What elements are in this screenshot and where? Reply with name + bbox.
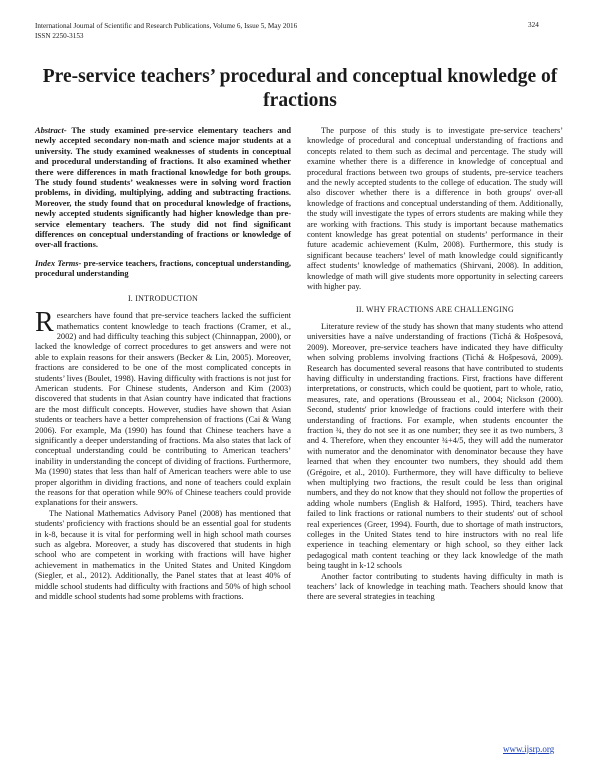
- abstract: [35, 126, 291, 251]
- challenges-paragraph-1: Literature review of the study has shown that many students who attend universities have a naïve understanding of fractions (Tichá & Hošpesová, 2009). Moreover, pre-service teachers have indicated they have difficulty when solving problems involving fractions (Tichá & Hošpesová, 2009). Research has documented several reasons that have contributed to students having difficulty in understanding fractions. First, fractions have different interpretations, or constructs, which could be quotient, part to whole, ratio, measures, rate, and operations (Brousseau et al., 2004; Nickson (2000). Second, students' prior knowledge of fractions could interfere with their understanding of fractions. For example, when students encounter the fraction ¾, they do not see it as one number; they see it as two numbers, 3 and 4. Therefore, when they encounter ¾+4/5, they will add the numerator with numerator and the denominator with denominator because they have learned that when they encounter two numbers, they should add them (Grégoire, et al., 2010). Furthermore, they will have difficulty to believe when multiplying two fractions, the result could be less than original numbers, and they do not know that they should not follow the properties of adding whole numbers (English & Halford, 1995). Third, teachers have failed to link fractions or rational numbers to their students' out of school real experiences (Greer, 1994). Fourth, due to shortage of math instructors, colleges in the United States tend to hire instructors with no real life experience in teaching elementary or high school, so they either lack pedagogical math content teaching or they lack knowledge of the math being taught in k-12 schools: [307, 321, 563, 571]
- index-terms: [35, 259, 291, 280]
- journal-website-link[interactable]: www.ijsrp.org: [503, 744, 555, 754]
- index-terms-label: Index Terms-: [35, 258, 82, 268]
- running-header: [35, 21, 297, 41]
- index-terms-text: pre-service teachers, fractions, conceptual understanding, procedural understanding: [35, 258, 291, 279]
- challenges-paragraph-2: Another factor contributing to students having difficulty in math is teachers’ lack of knowledge in teaching math. Teachers should know that there are several strategies in teaching: [307, 571, 563, 602]
- left-column: [35, 126, 291, 602]
- intro-paragraph-1: [35, 307, 291, 509]
- purpose-paragraph: The purpose of this study is to investigate pre-service teachers’ knowledge of procedural and conceptual understanding of fractions and concepts related to them such as decimal and percentage. The study will examine whether there is a difference in knowledge of conceptual and procedural fractions between two groups of students, pre-service teachers and the newly accepted students to the college of education. The study will also discover whether there is a difference in both groups' over-all knowledge of fractions and conceptual understanding of them. Additionally, the study will investigate the types of errors students are making while they are working with fractions. This study is important because mathematics content knowledge has great potential on students’ performance in their future academic achievement (Kulm, 2008). Furthermore, this study is significant because teachers’ level of math knowledge could significantly affect students’ knowledge of mathematics (Shirvani, 2008). In addition, knowledge of math will give students more opportunity in selecting careers with higher pay.: [307, 126, 563, 292]
- intro-paragraph-1-text: esearchers have found that pre-service teachers lacked the sufficient mathematics content knowledge to teach fractions (Cramer, et al., 2002) and had difficulty teaching this subject (Chinnappan, 2000), or lacked the knowledge of correct procedures to get answers and were not able to explain reasons for their answers (Becker & Lin, 2005). Moreover, fractions are considered to be one of the most complicated concepts in students’ lives (Boulet, 1998). Having difficulty with fractions is not just for American students. For Chinese students, Anderson and Kim (2003) discovered that students in that Asian country have indicated that fractions are the most difficult concepts. However, studies have shown that Asian students or teachers have a better comprehension of fractions (Cai & Wang 2006). For example, Ma (1990) has found that Chinese teachers have a significantly a deeper understanding of fractions. Ma also states that lack of conceptual understanding could be contributing to American teachers’ inability in understanding the concept of dividing of fractions. Furthermore, Ma (1990) states that less than half of American teachers were able to use proper algorithm in dividing fractions, and none of teachers could explain the reasons for that operation while 90% of Chinese teachers could provide explanations for their answers.: [35, 311, 291, 508]
- paper-title: Pre-service teachers’ procedural and conceptual knowledge of fractions: [42, 66, 558, 111]
- intro-paragraph-2: The National Mathematics Advisory Panel (2008) has mentioned that students' proficiency with fractions should be an essential goal for students in k-8, because it is vital for performing well in high school math courses such as algebra. Moreover, a study has discovered that students in high school who are competent in working with fractions will have higher achievement in mathematics in the United States and United Kingdom (Siegler, et al., 2012). Additionally, the Panel states that at least 40% of middle school students had difficulty with fractions and 50% of high school and middle school students had some problems with fractions.: [35, 508, 291, 602]
- issn: ISSN 2250-3153: [35, 32, 84, 40]
- section-heading-introduction: I. INTRODUCTION: [127, 293, 199, 303]
- abstract-text: The study examined pre-service elementary teachers and newly accepted secondary non-math and science major students at a university. The study examined weaknesses of students in conceptual and procedural understanding of fractions. It also examined whether there were differences in math fractional knowledge for both groups. The study found students’ weaknesses were in solving word fraction problems, in dividing, multiplying, adding and subtracting fractions. Moreover, the study found that on procedural knowledge of fractions, newly accepted students significantly had higher knowledge than pre-service elementary teachers. The study did not find significant differences on conceptual understanding of fractions or knowledge of over-all fractions.: [35, 126, 291, 250]
- abstract-label: Abstract-: [35, 126, 67, 135]
- drop-cap: R: [35, 307, 54, 339]
- section-heading-challenges: II. WHY FRACTIONS ARE CHALLENGING: [356, 304, 514, 314]
- journal-info: International Journal of Scientific and Research Publications, Volume 6, Issue 5, May 2016: [35, 22, 298, 30]
- page-number: 324: [528, 21, 539, 29]
- right-column: [307, 126, 563, 603]
